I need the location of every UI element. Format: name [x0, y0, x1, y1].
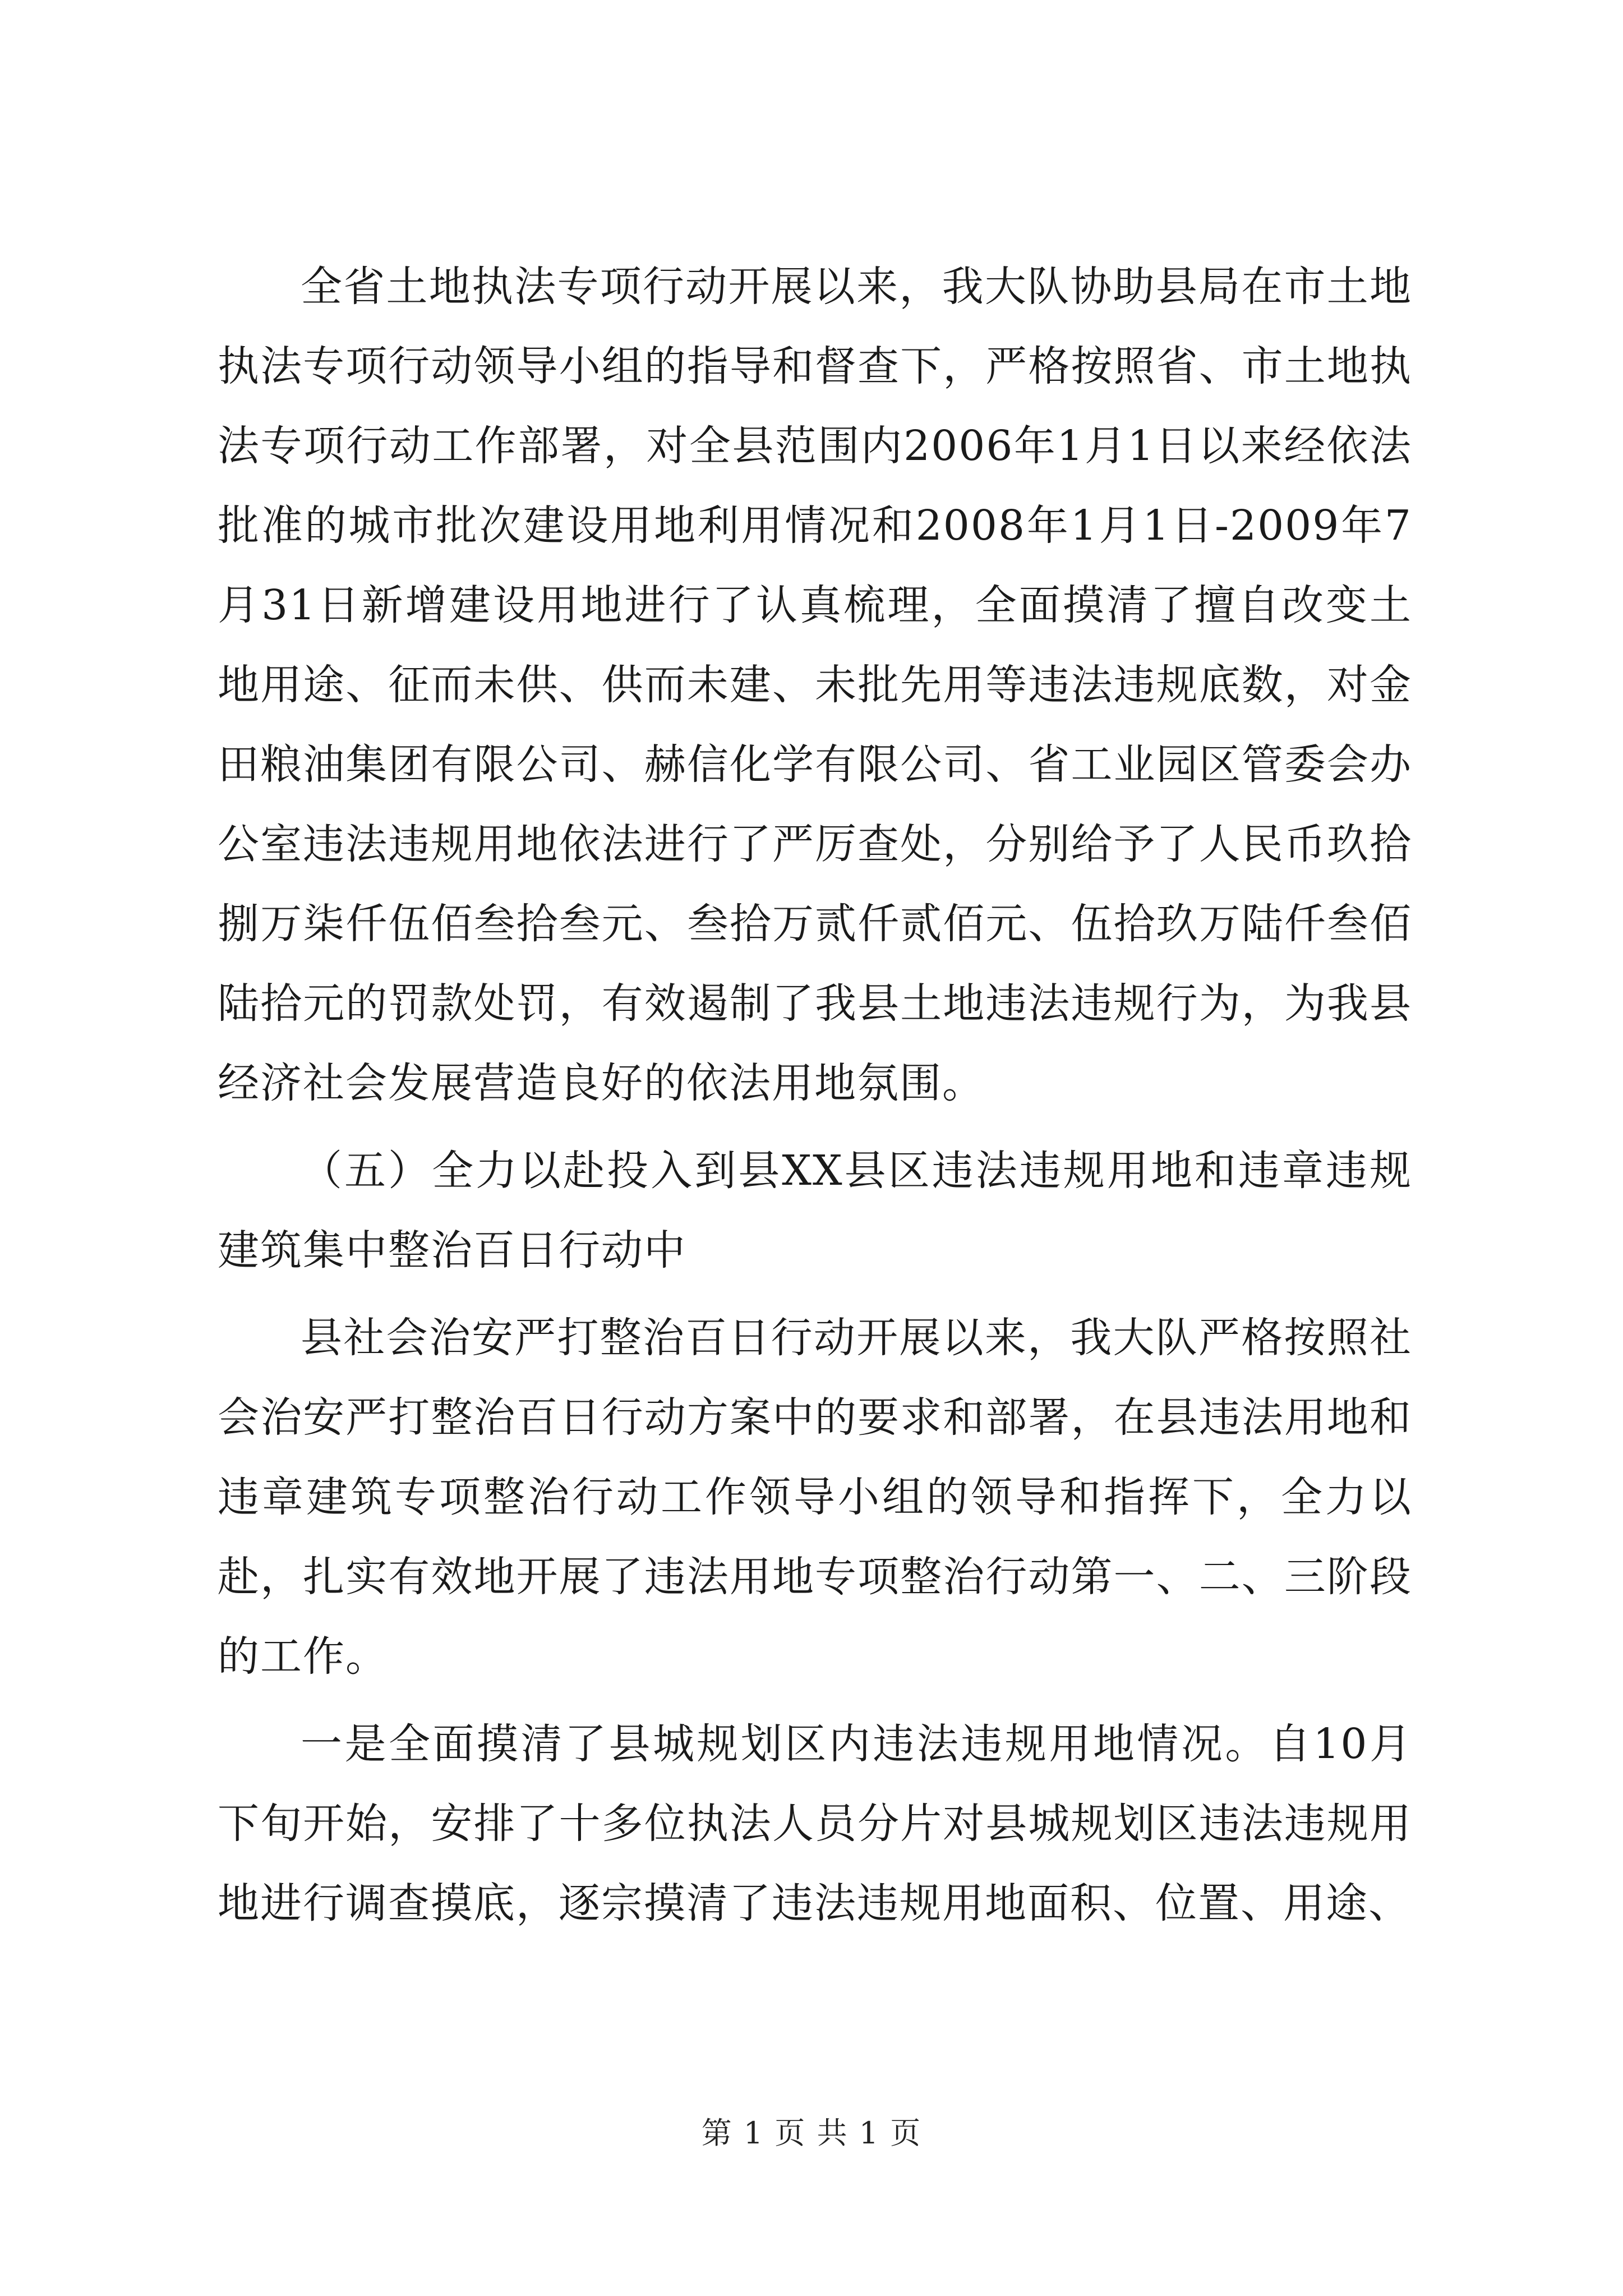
document-body — [218, 247, 1412, 1943]
page-footer: 第 1 页 共 1 页 — [701, 2115, 922, 2151]
paragraph-hundred-day-action: 县社会治安严打整治百日行动开展以来，我大队严格按照社会治安严打整治百日行动方案中的要求和部署，在县违法用地和违章建筑专项整治行动工作领导小组的领导和指挥下，全力以赴，扎实有效地开展了违法用地专项整治行动第一、二、三阶段的工作。 — [218, 1314, 1412, 1681]
paragraph-first-point: 一是全面摸清了县城规划区内违法违规用地情况。自10月下旬开始，安排了十多位执法人员分片对县城规划区违法违规用地进行调查摸底，逐宗摸清了违法违规用地面积、位置、用途、 — [218, 1720, 1412, 1927]
paragraph-section-heading-five: （五）全力以赴投入到县XX县区违法违规用地和违章违规建筑集中整治百日行动中 — [218, 1147, 1412, 1274]
paragraph-land-enforcement: 全省土地执法专项行动开展以来，我大队协助县局在市土地执法专项行动领导小组的指导和督查下，严格按照省、市土地执法专项行动工作部署，对全县范围内2006年1月1日以来经依法批准的城市批次建设用地利用情况和2008年1月1日-2009年7月31日新增建设用地进行了认真梳理，全面摸清了擅自改变土地用途、征而未供、供而未建、未批先用等违法违规底数，对金田粮油集团有限公司、赫信化学有限公司、省工业园区管委会办公室违法违规用地依法进行了严厉查处，分别给予了人民币玖拾捌万柒仟伍佰叁拾叁元、叁拾万贰仟贰佰元、伍拾玖万陆仟叁佰陆拾元的罚款处罚，有效遏制了我县土地违法违规行为，为我县经济社会发展营造良好的依法用地氛围。 — [218, 263, 1412, 1107]
